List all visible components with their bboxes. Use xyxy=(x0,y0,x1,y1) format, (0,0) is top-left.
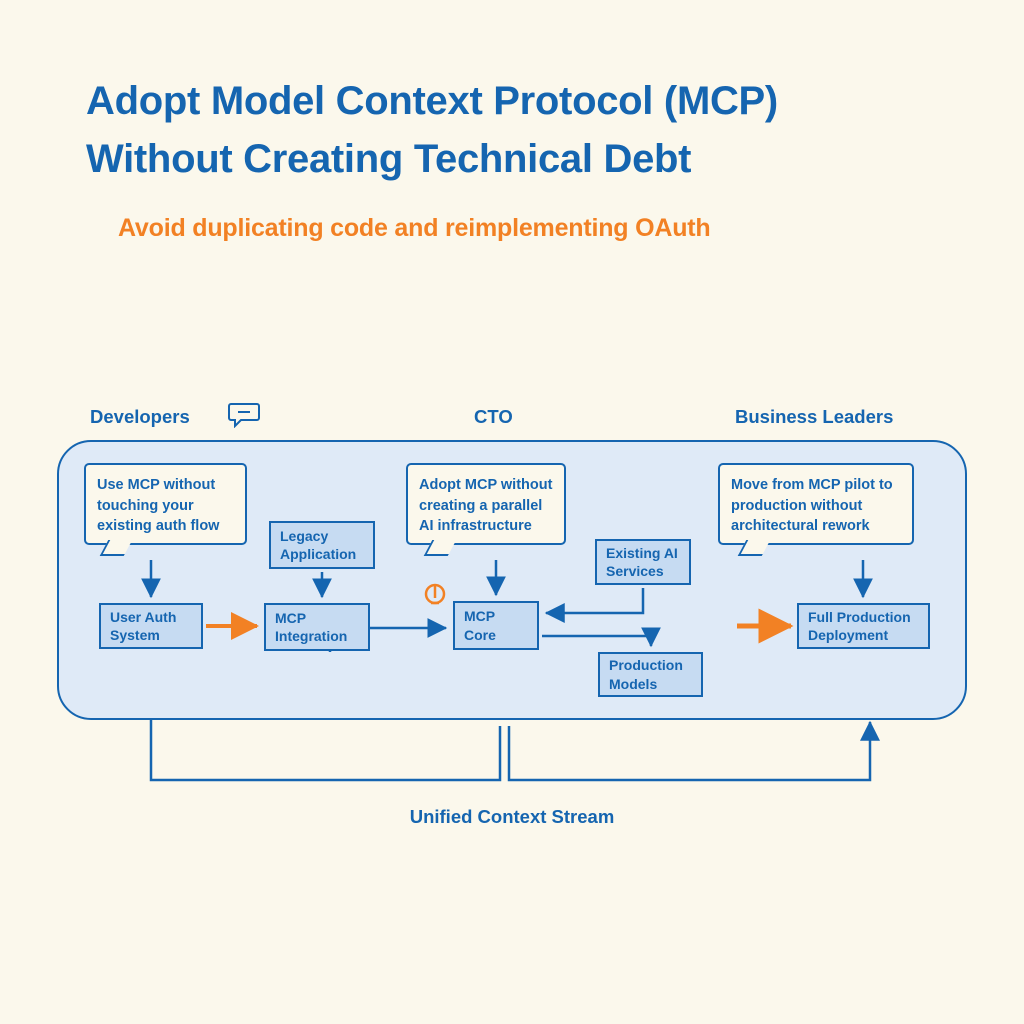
speech-bubble-icon xyxy=(228,402,260,428)
node-label: MCP Core xyxy=(464,608,496,643)
node-label: Existing AI Services xyxy=(606,544,678,579)
callout-cto-text: Adopt MCP without creating a parallel AI infrastructure xyxy=(419,477,553,535)
node-mcp-integration[interactable] xyxy=(264,603,370,651)
node-production-models[interactable] xyxy=(598,652,703,697)
node-label: Legacy Application xyxy=(280,527,357,562)
page-subtitle: Avoid duplicating code and reimplementing OAuth xyxy=(118,214,711,242)
node-existing-ai-services[interactable] xyxy=(595,539,691,585)
callout-cto xyxy=(406,463,566,545)
unified-context-stream-label: Unified Context Stream xyxy=(409,806,615,827)
callout-developers xyxy=(84,463,247,545)
node-label: Production Models xyxy=(609,657,683,692)
callout-business xyxy=(718,463,914,545)
title-line-2: Without Creating Technical Debt xyxy=(86,137,692,181)
title-line-1: Adopt Model Context Protocol (MCP) xyxy=(86,79,778,123)
node-label: Full Production Deployment xyxy=(808,608,911,643)
lane-label-business-leaders: Business Leaders xyxy=(735,406,894,427)
node-legacy-application[interactable] xyxy=(269,521,375,569)
callout-business-text: Move from MCP pilot to production without architectural rework xyxy=(731,477,893,535)
node-label: User Auth System xyxy=(110,608,177,643)
node-full-production-deployment[interactable] xyxy=(797,603,930,649)
lane-label-cto: CTO xyxy=(474,406,513,427)
lane-label-developers: Developers xyxy=(90,406,190,427)
page-title xyxy=(86,72,946,188)
node-user-auth-system[interactable] xyxy=(99,603,203,649)
node-mcp-core[interactable] xyxy=(453,601,539,650)
callout-developers-text: Use MCP without touching your existing auth flow xyxy=(97,477,220,535)
header xyxy=(86,72,946,243)
node-label: MCP Integration xyxy=(275,609,348,644)
